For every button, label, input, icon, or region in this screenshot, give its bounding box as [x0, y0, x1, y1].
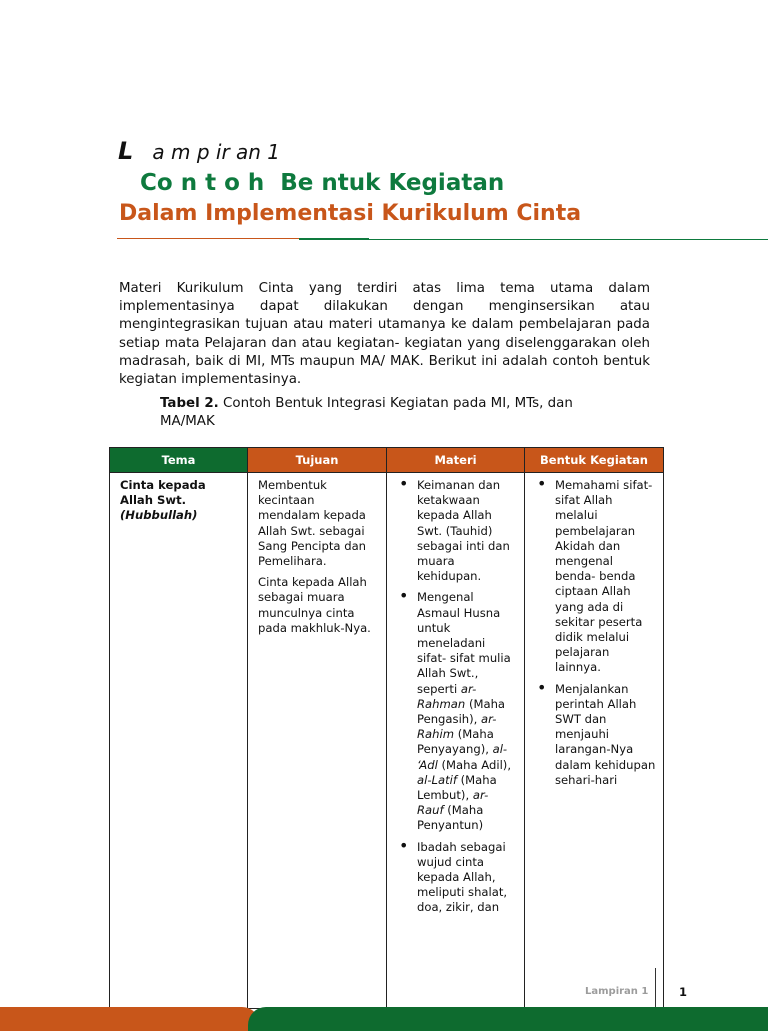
title-rule-orange	[117, 238, 299, 239]
footer-band-orange	[0, 1007, 260, 1031]
cell-materi	[387, 473, 525, 1009]
table-caption	[160, 395, 630, 431]
materi-item: • Keimanan dan ketakwaan kepada Allah Swt. (Tauhid) sebagai inti dan muara kehidupan.	[397, 478, 518, 584]
table-header-row	[110, 448, 664, 473]
footer-label: Lampiran 1	[585, 986, 649, 997]
integration-table	[109, 447, 664, 1009]
intro-paragraph: Materi Kurikulum Cinta yang terdiri atas lima tema utama dalam implementasinya dapat dilakukan dengan menginsersikan atau mengintegrasikan tujuan atau materi utamanya ke dalam pembelajaran pada setiap mata Pelajaran dan atau kegiatan- kegiatan yang diselenggarakan oleh madrasah, baik di MI, MTs maupun MA/ MAK. Berikut ini adalah contoh bentuk kegiatan implementasinya.	[119, 281, 650, 388]
cell-tema	[110, 473, 248, 1009]
materi-item: • Ibadah sebagai wujud cinta kepada Allah, meliputi shalat, doa, zikir, dan	[397, 840, 518, 916]
page-number: 1	[679, 985, 688, 999]
materi-item: • Mengenal Asmaul Husna untuk meneladani sifat- sifat mulia Allah Swt., seperti ar- Rahman (Maha Pengasih), ar- Rahim (Maha Penyayang), al- ‘Adl (Maha Adil), al-Latif (Maha Lembut), ar- Rauf (Maha Penyantun)	[397, 590, 518, 833]
caption-text: Contoh Bentuk Integrasi Kegiatan pada MI, MTs, dan MA/MAK	[160, 396, 573, 429]
title-rule-green	[369, 239, 768, 240]
title-rule-green-accent	[299, 238, 369, 240]
cell-tujuan	[248, 473, 387, 1009]
footer-divider	[655, 968, 656, 1010]
materi-list	[397, 478, 518, 916]
cell-bentuk-kegiatan	[525, 473, 664, 1009]
table-row	[110, 473, 664, 1009]
header-tema: Tema	[110, 448, 248, 473]
footer-band-green	[248, 1007, 768, 1031]
header-tujuan: Tujuan	[248, 448, 387, 473]
tema-name: Cinta kepada Allah Swt.	[120, 478, 206, 508]
appendix-label	[118, 137, 280, 165]
bentuk-item: • Memahami sifat- sifat Allah melalui pembelajaran Akidah dan mengenal benda- benda ciptaan Allah yang ada di sekitar peserta didik melalui pelajaran lainnya.	[535, 478, 657, 676]
appendix-text: a m p ir an 1	[152, 140, 281, 164]
tujuan-paragraph: Cinta kepada Allah sebagai muara munculnya cinta pada makhluk-Nya.	[258, 575, 371, 635]
bentuk-list	[535, 478, 657, 788]
appendix-letter: L	[118, 137, 134, 165]
tema-subtitle: (Hubbullah)	[120, 508, 198, 523]
tujuan-paragraph: Membentuk kecintaan mendalam kepada Allah Swt. sebagai Sang Pencipta dan Pemelihara.	[258, 478, 367, 569]
caption-label: Tabel 2.	[160, 396, 219, 411]
title-line-1: Co n t o h Be ntuk Kegiatan	[140, 170, 505, 196]
bentuk-item: • Menjalankan perintah Allah SWT dan menjauhi larangan-Nya dalam kehidupan sehari-hari	[535, 682, 657, 788]
title-line-2: Dalam Implementasi Kurikulum Cinta	[119, 201, 582, 226]
header-materi: Materi	[387, 448, 525, 473]
header-bentuk-kegiatan: Bentuk Kegiatan	[525, 448, 664, 473]
